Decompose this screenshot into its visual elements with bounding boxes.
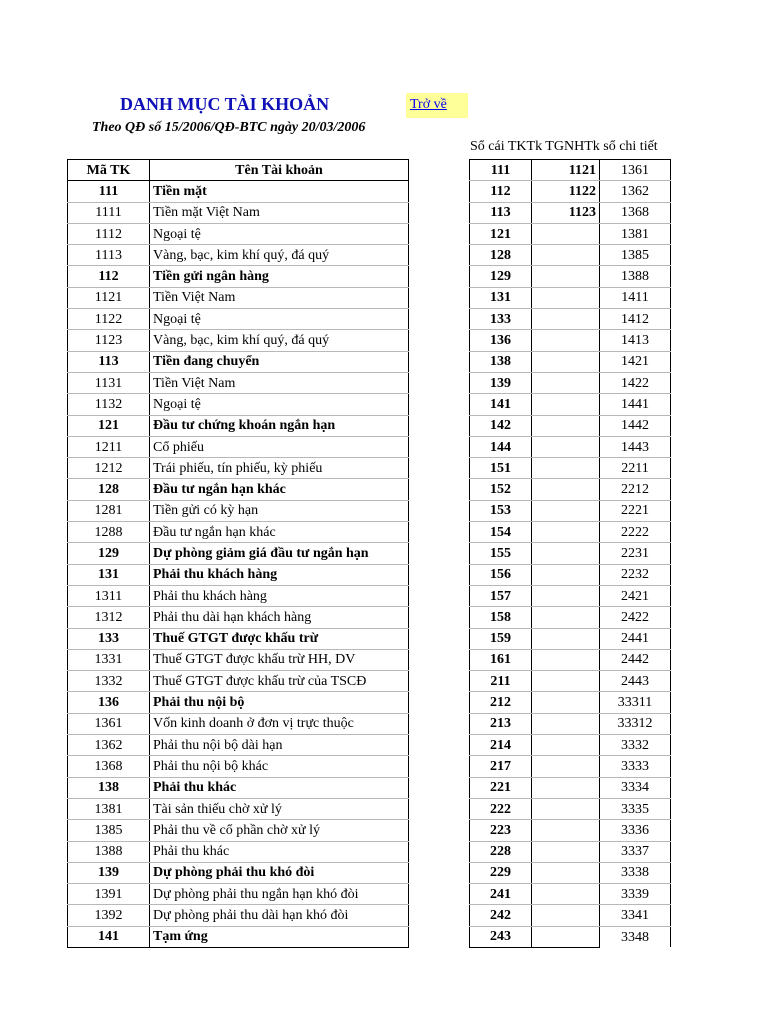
ledger-account-cell: 151 [470,458,532,479]
detail-account-cell: 3335 [600,798,671,819]
table-row [470,309,671,330]
table-row [68,649,409,670]
table-row [68,309,409,330]
account-code-cell: 1113 [68,245,150,266]
account-code-cell: 1311 [68,585,150,606]
account-code-cell: 133 [68,628,150,649]
table-row [470,223,671,244]
account-code-cell: 112 [68,266,150,287]
ledger-account-cell: 241 [470,884,532,905]
detail-account-cell: 3332 [600,735,671,756]
table-row [68,266,409,287]
table-row [68,543,409,564]
account-code-cell: 1132 [68,394,150,415]
table-row [68,202,409,223]
bank-deposit-account-cell [532,287,600,308]
account-code-cell: 136 [68,692,150,713]
table-row [470,543,671,564]
bank-deposit-account-cell [532,543,600,564]
account-name-cell: Trái phiếu, tín phiếu, kỳ phiếu [150,458,409,479]
ledger-account-cell: 156 [470,564,532,585]
table-row [470,181,671,202]
account-name-cell: Đầu tư chứng khoán ngắn hạn [150,415,409,436]
account-name-cell: Tiền Việt Nam [150,287,409,308]
table-row [68,287,409,308]
table-row [68,607,409,628]
detail-account-cell: 2211 [600,458,671,479]
table-row [68,330,409,351]
ledger-account-cell: 214 [470,735,532,756]
side-table-header: Sổ cái TKTk TGNHTk sổ chi tiết [470,139,658,154]
bank-deposit-account-cell [532,649,600,670]
account-name-cell: Ngoại tệ [150,309,409,330]
ledger-account-cell: 157 [470,585,532,606]
ledger-account-cell: 221 [470,777,532,798]
account-name-cell: Tài sản thiếu chờ xử lý [150,798,409,819]
account-code-cell: 1112 [68,223,150,244]
detail-account-cell: 1442 [600,415,671,436]
table-row [470,585,671,606]
table-row [470,692,671,713]
bank-deposit-account-cell [532,607,600,628]
account-name-cell: Tiền gửi có kỳ hạn [150,500,409,521]
table-row [470,245,671,266]
detail-account-cell: 1385 [600,245,671,266]
table-row [68,351,409,372]
account-name-cell: Dự phòng phải thu ngắn hạn khó đòi [150,884,409,905]
detail-account-cell: 2421 [600,585,671,606]
bank-deposit-account-cell [532,266,600,287]
table-row [68,500,409,521]
ledger-account-cell: 154 [470,522,532,543]
account-name-cell: Đầu tư ngắn hạn khác [150,522,409,543]
account-name-cell: Phải thu khách hàng [150,564,409,585]
table-row [470,287,671,308]
ledger-account-cell: 158 [470,607,532,628]
table-row [470,713,671,734]
ledger-account-cell: 128 [470,245,532,266]
account-code-cell: 131 [68,564,150,585]
table-row [68,820,409,841]
table-row [470,905,671,926]
detail-account-cell: 1388 [600,266,671,287]
account-code-cell: 111 [68,181,150,202]
table-row [470,330,671,351]
table-row [470,500,671,521]
table-row [470,841,671,862]
bank-deposit-account-cell [532,862,600,883]
account-name-cell: Thuế GTGT được khấu trừ HH, DV [150,649,409,670]
detail-account-cell: 2212 [600,479,671,500]
detail-account-cell: 3333 [600,756,671,777]
account-name-cell: Tiền mặt Việt Nam [150,202,409,223]
account-code-cell: 141 [68,926,150,947]
detail-account-cell: 1413 [600,330,671,351]
table-row [470,394,671,415]
detail-account-cell: 2231 [600,543,671,564]
ledger-account-cell: 133 [470,309,532,330]
account-code-cell: 1361 [68,713,150,734]
ledger-account-cell: 243 [470,926,532,947]
account-code-side-table [469,159,671,948]
account-code-cell: 113 [68,351,150,372]
table-row [68,777,409,798]
account-name-cell: Dự phòng phải thu dài hạn khó đòi [150,905,409,926]
bank-deposit-account-cell [532,713,600,734]
account-code-cell: 1211 [68,436,150,457]
account-code-cell: 138 [68,777,150,798]
bank-deposit-account-cell [532,394,600,415]
table-row [470,777,671,798]
table-row [68,181,409,202]
detail-account-cell: 1368 [600,202,671,223]
table-row [68,223,409,244]
bank-deposit-account-cell: 1121 [532,160,600,181]
bank-deposit-account-cell [532,351,600,372]
ledger-account-cell: 159 [470,628,532,649]
account-code-cell: 1331 [68,649,150,670]
account-name-cell: Ngoại tệ [150,223,409,244]
back-link[interactable]: Trở về [406,93,468,118]
ledger-account-cell: 242 [470,905,532,926]
table-row [470,926,671,947]
account-code-cell: 121 [68,415,150,436]
account-code-cell: 1122 [68,309,150,330]
ledger-account-cell: 136 [470,330,532,351]
ledger-account-cell: 129 [470,266,532,287]
table-row [470,202,671,223]
account-name-cell: Phải thu khác [150,841,409,862]
bank-deposit-account-cell [532,692,600,713]
ledger-account-cell: 111 [470,160,532,181]
detail-account-cell: 2441 [600,628,671,649]
table-row [68,905,409,926]
table-row [470,479,671,500]
account-name-cell: Phải thu khách hàng [150,585,409,606]
table-row [470,564,671,585]
table-row [470,884,671,905]
table-row [68,862,409,883]
bank-deposit-account-cell [532,798,600,819]
bank-deposit-account-cell: 1123 [532,202,600,223]
ledger-account-cell: 142 [470,415,532,436]
account-name-cell: Tiền đang chuyển [150,351,409,372]
ledger-account-cell: 131 [470,287,532,308]
detail-account-cell: 33312 [600,713,671,734]
ledger-account-cell: 213 [470,713,532,734]
detail-account-cell: 1381 [600,223,671,244]
detail-account-cell: 3334 [600,777,671,798]
account-code-cell: 1368 [68,756,150,777]
account-name-cell: Phải thu khác [150,777,409,798]
table-row [470,607,671,628]
table-row [68,522,409,543]
detail-account-cell: 1422 [600,372,671,393]
account-code-cell: 1288 [68,522,150,543]
table-row [470,351,671,372]
ledger-account-cell: 141 [470,394,532,415]
ledger-account-cell: 153 [470,500,532,521]
table-row [470,266,671,287]
account-name-cell: Phải thu dài hạn khách hàng [150,607,409,628]
account-name-cell: Thuế GTGT được khấu trừ [150,628,409,649]
column-header-code: Mã TK [68,160,150,181]
bank-deposit-account-cell [532,245,600,266]
table-row [68,628,409,649]
ledger-account-cell: 212 [470,692,532,713]
table-row [470,160,671,181]
table-row [470,756,671,777]
table-row [68,735,409,756]
account-code-cell: 1388 [68,841,150,862]
account-code-cell: 1212 [68,458,150,479]
detail-account-cell: 2422 [600,607,671,628]
ledger-account-cell: 112 [470,181,532,202]
account-name-cell: Dự phòng giảm giá đầu tư ngắn hạn [150,543,409,564]
account-name-cell: Tạm ứng [150,926,409,947]
detail-account-cell: 1361 [600,160,671,181]
account-code-cell: 1312 [68,607,150,628]
bank-deposit-account-cell [532,671,600,692]
ledger-account-cell: 152 [470,479,532,500]
table-row [470,820,671,841]
bank-deposit-account-cell [532,564,600,585]
table-row [68,713,409,734]
account-code-cell: 1111 [68,202,150,223]
account-name-cell: Đầu tư ngắn hạn khác [150,479,409,500]
account-name-cell: Phải thu nội bộ khác [150,756,409,777]
detail-account-cell: 1443 [600,436,671,457]
account-code-cell: 1332 [68,671,150,692]
bank-deposit-account-cell [532,436,600,457]
detail-account-cell: 3339 [600,884,671,905]
table-row [470,735,671,756]
bank-deposit-account-cell [532,223,600,244]
bank-deposit-account-cell [532,756,600,777]
account-code-cell: 139 [68,862,150,883]
table-row [470,372,671,393]
table-row [470,671,671,692]
ledger-account-cell: 223 [470,820,532,841]
ledger-account-cell: 229 [470,862,532,883]
ledger-account-cell: 144 [470,436,532,457]
account-name-cell: Tiền mặt [150,181,409,202]
table-row [68,245,409,266]
table-row [68,671,409,692]
bank-deposit-account-cell [532,330,600,351]
table-row [68,372,409,393]
table-row [68,458,409,479]
bank-deposit-account-cell [532,841,600,862]
detail-account-cell: 3337 [600,841,671,862]
detail-account-cell: 1411 [600,287,671,308]
detail-account-cell: 1441 [600,394,671,415]
ledger-account-cell: 161 [470,649,532,670]
bank-deposit-account-cell [532,628,600,649]
account-code-cell: 1391 [68,884,150,905]
account-name-cell: Vàng, bạc, kim khí quý, đá quý [150,330,409,351]
table-row [68,884,409,905]
account-name-cell: Phải thu nội bộ [150,692,409,713]
table-row [68,798,409,819]
account-name-cell: Ngoại tệ [150,394,409,415]
bank-deposit-account-cell [532,500,600,521]
account-name-cell: Dự phòng phải thu khó đòi [150,862,409,883]
ledger-account-cell: 121 [470,223,532,244]
table-row [68,692,409,713]
account-code-cell: 1121 [68,287,150,308]
ledger-account-cell: 211 [470,671,532,692]
account-code-cell: 1392 [68,905,150,926]
bank-deposit-account-cell [532,479,600,500]
detail-account-cell: 2442 [600,649,671,670]
account-name-cell: Phải thu về cổ phần chờ xử lý [150,820,409,841]
table-row [470,862,671,883]
table-row [68,756,409,777]
bank-deposit-account-cell [532,777,600,798]
bank-deposit-account-cell [532,820,600,841]
table-row [470,649,671,670]
bank-deposit-account-cell [532,309,600,330]
account-code-cell: 129 [68,543,150,564]
ledger-account-cell: 155 [470,543,532,564]
detail-account-cell: 2232 [600,564,671,585]
detail-account-cell: 2221 [600,500,671,521]
page-subtitle: Theo QĐ số 15/2006/QĐ-BTC ngày 20/03/2006 [92,120,366,135]
bank-deposit-account-cell [532,585,600,606]
table-row [68,841,409,862]
account-code-cell: 1362 [68,735,150,756]
detail-account-cell: 3338 [600,862,671,883]
ledger-account-cell: 139 [470,372,532,393]
detail-account-cell: 2222 [600,522,671,543]
detail-account-cell: 1362 [600,181,671,202]
table-row [68,436,409,457]
table-row [470,628,671,649]
account-name-cell: Thuế GTGT được khấu trừ của TSCĐ [150,671,409,692]
page-title: DANH MỤC TÀI KHOẢN [120,94,330,114]
bank-deposit-account-cell [532,415,600,436]
detail-account-cell: 33311 [600,692,671,713]
table-row [470,522,671,543]
table-row [470,415,671,436]
bank-deposit-account-cell [532,458,600,479]
account-name-cell: Phải thu nội bộ dài hạn [150,735,409,756]
account-name-cell: Vàng, bạc, kim khí quý, đá quý [150,245,409,266]
ledger-account-cell: 138 [470,351,532,372]
account-name-cell: Cổ phiếu [150,436,409,457]
table-row [68,479,409,500]
bank-deposit-account-cell [532,522,600,543]
ledger-account-cell: 228 [470,841,532,862]
bank-deposit-account-cell [532,884,600,905]
table-row [470,458,671,479]
table-row [68,394,409,415]
detail-account-cell: 3348 [600,926,671,947]
detail-account-cell: 3336 [600,820,671,841]
bank-deposit-account-cell: 1122 [532,181,600,202]
account-code-cell: 128 [68,479,150,500]
ledger-account-cell: 222 [470,798,532,819]
table-row [68,926,409,947]
detail-account-cell: 2443 [600,671,671,692]
detail-account-cell: 1421 [600,351,671,372]
account-table [67,159,409,948]
bank-deposit-account-cell [532,905,600,926]
ledger-account-cell: 113 [470,202,532,223]
bank-deposit-account-cell [532,926,600,947]
table-row [68,415,409,436]
detail-account-cell: 3341 [600,905,671,926]
account-code-cell: 1381 [68,798,150,819]
account-code-cell: 1385 [68,820,150,841]
table-row [68,564,409,585]
table-row [470,798,671,819]
account-name-cell: Tiền gửi ngân hàng [150,266,409,287]
account-code-cell: 1131 [68,372,150,393]
table-row [68,585,409,606]
ledger-account-cell: 217 [470,756,532,777]
bank-deposit-account-cell [532,735,600,756]
account-code-cell: 1123 [68,330,150,351]
account-name-cell: Vốn kinh doanh ở đơn vị trực thuộc [150,713,409,734]
account-code-cell: 1281 [68,500,150,521]
column-header-name: Tên Tài khoản [150,160,409,181]
account-name-cell: Tiền Việt Nam [150,372,409,393]
detail-account-cell: 1412 [600,309,671,330]
table-row [470,436,671,457]
bank-deposit-account-cell [532,372,600,393]
